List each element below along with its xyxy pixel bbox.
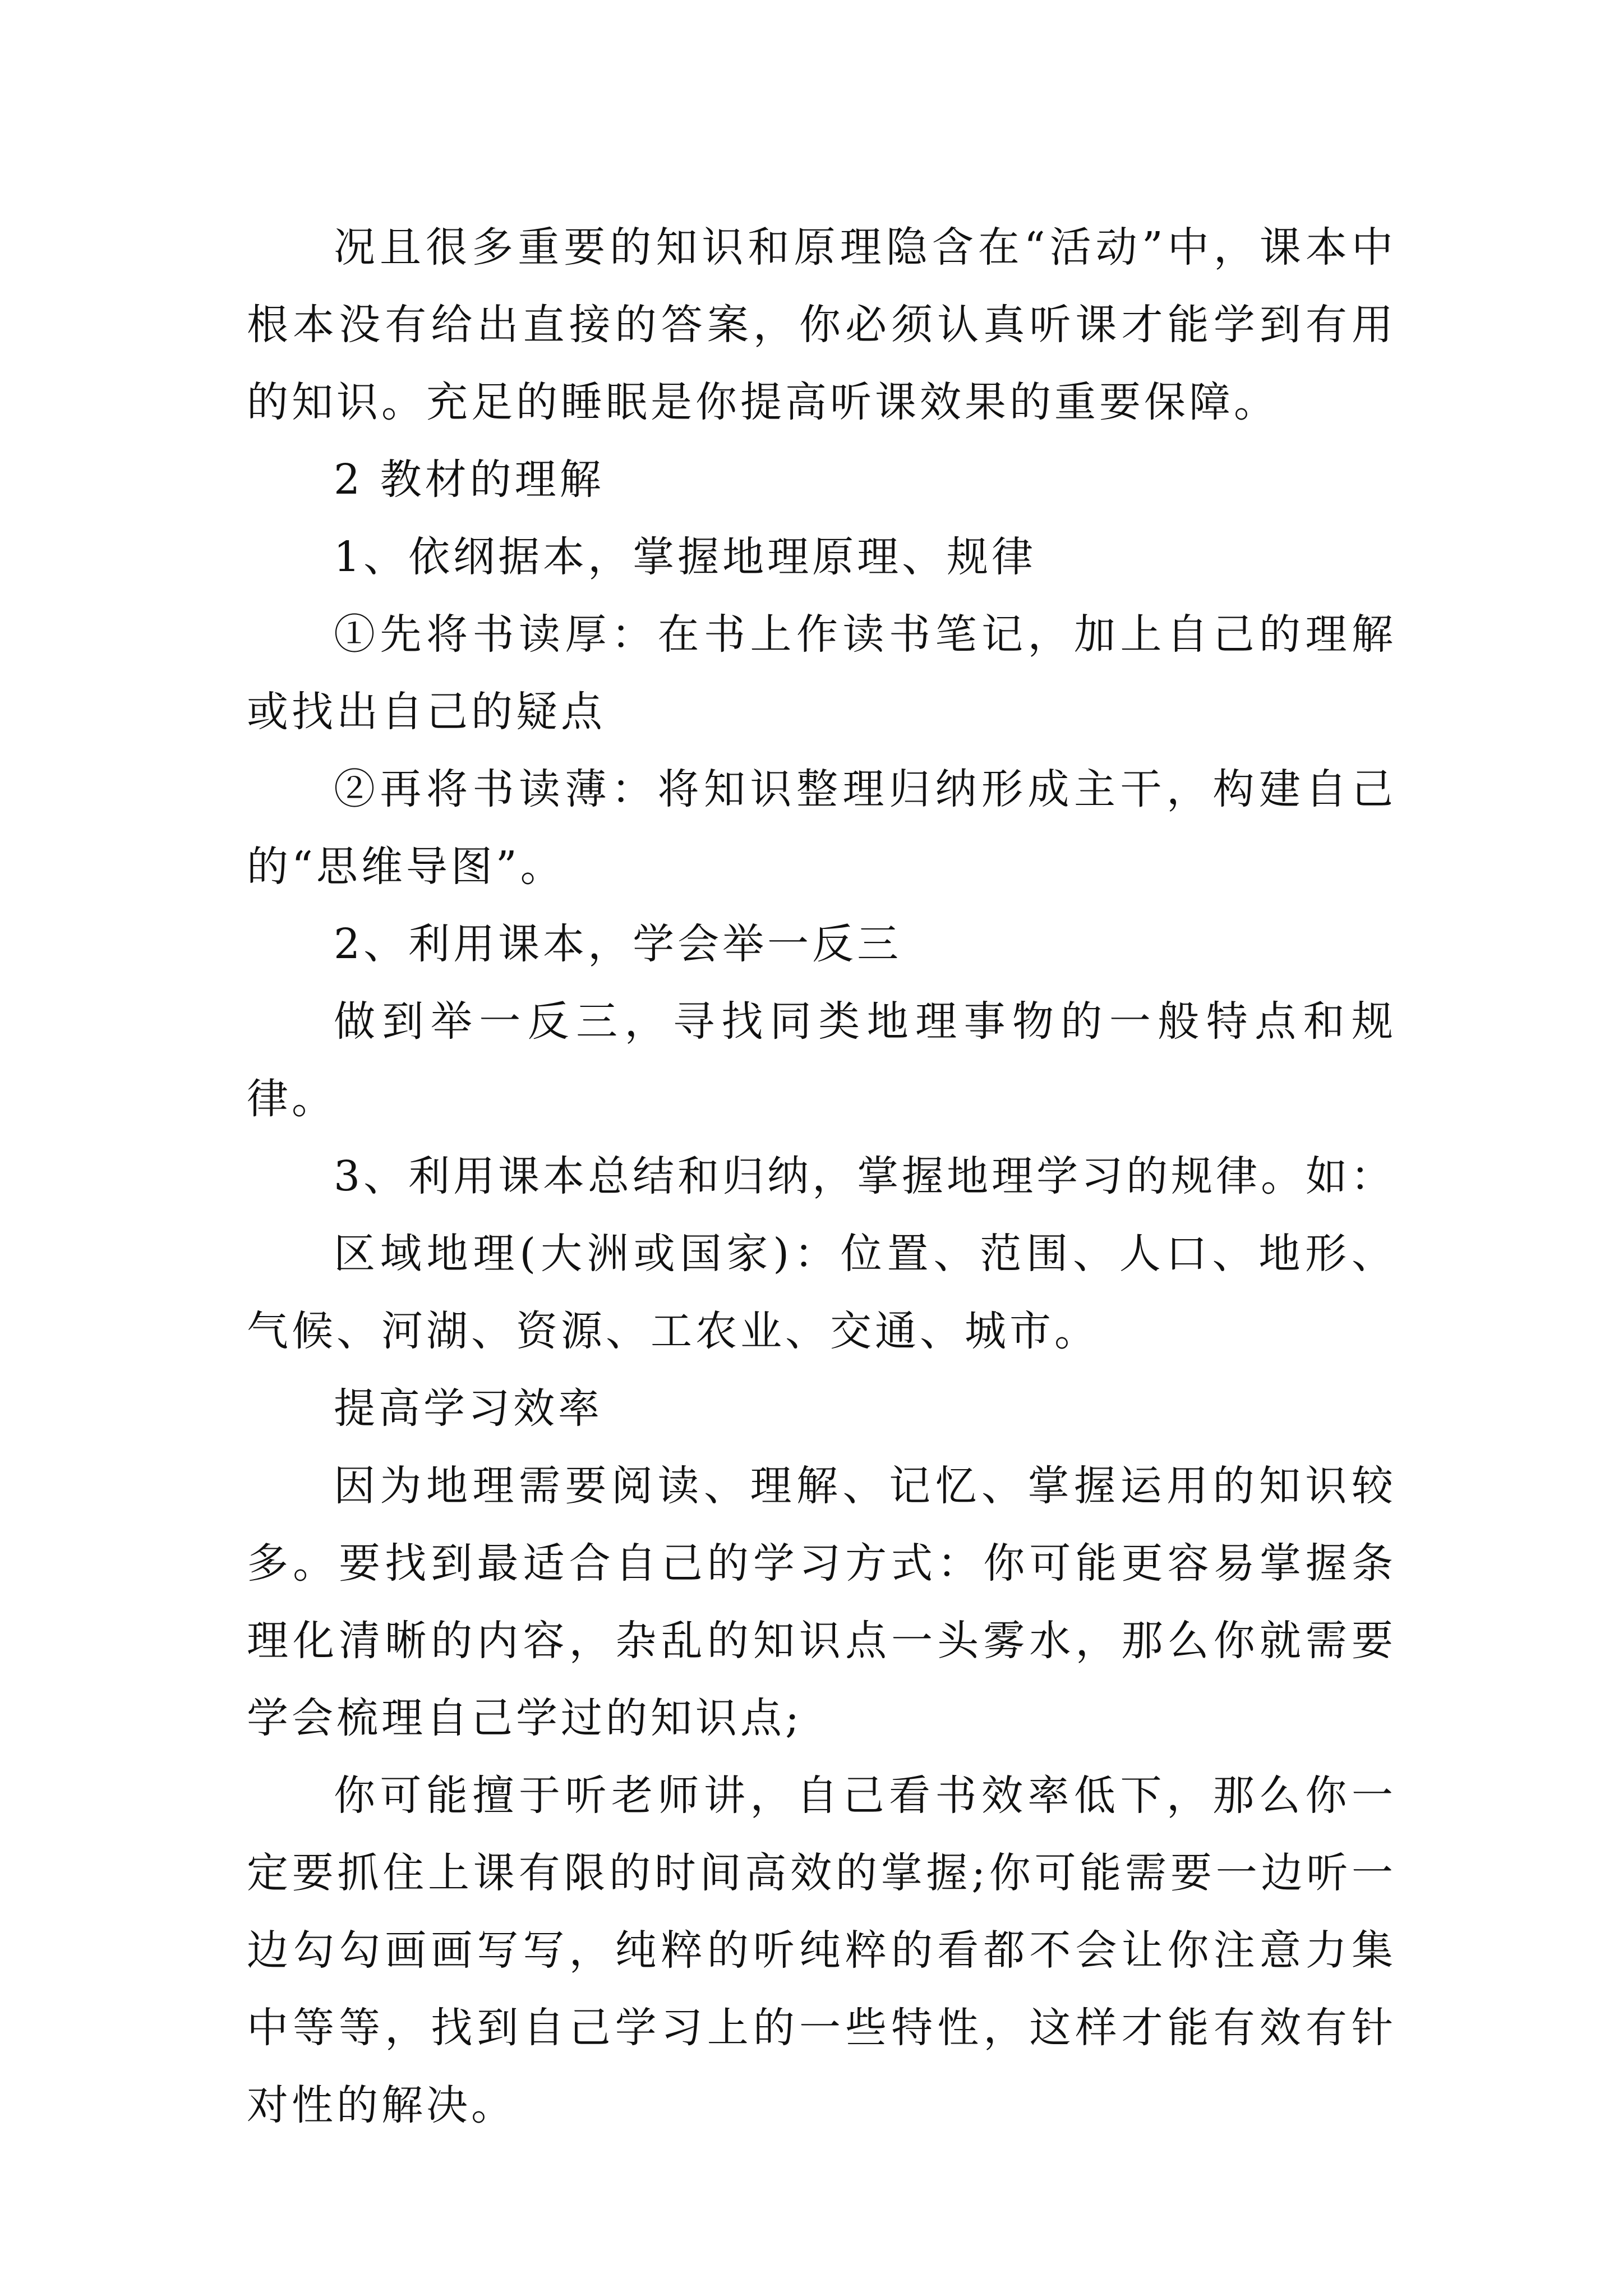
subsection-heading: 1、依纲据本，掌握地理原理、规律 xyxy=(334,533,1037,581)
section-heading: 提高学习效率 xyxy=(334,1384,603,1433)
paragraph: ①先将书读厚：在书上作读书笔记，加上自己的理解或找出自己的疑点 xyxy=(247,610,1396,736)
paragraph: 你可能擅于听老师讲，自己看书效率低下，那么你一定要抓住上课有限的时间高效的掌握;你可能需要一边听一边勾勾画画写写，纯粹的听纯粹的看都不会让你注意力集中等等，找到自己学习上的一些特性，这样才能有效有针对性的解决。 xyxy=(247,1772,1396,2129)
document-body xyxy=(247,209,1396,2144)
paragraph: 区域地理(大洲或国家)：位置、范围、人口、地形、气候、河湖、资源、工农业、交通、城市。 xyxy=(247,1230,1396,1355)
paragraph: 因为地理需要阅读、理解、记忆、掌握运用的知识较多。要找到最适合自己的学习方式：你可能更容易掌握条理化清晰的内容，杂乱的知识点一头雾水，那么你就需要学会梳理自己学过的知识点; xyxy=(247,1462,1396,1742)
subsection-heading: 2、利用课本，学会举一反三 xyxy=(334,920,902,968)
paragraph: ②再将书读薄：将知识整理归纳形成主干，构建自己的“思维导图”。 xyxy=(247,765,1396,891)
section-heading: 2 教材的理解 xyxy=(334,455,605,504)
subsection-heading: 3、利用课本总结和归纳，掌握地理学习的规律。如： xyxy=(334,1152,1396,1200)
paragraph: 况且很多重要的知识和原理隐含在“活动”中，课本中根本没有给出直接的答案，你必须认真听课才能学到有用的知识。充足的睡眠是你提高听课效果的重要保障。 xyxy=(247,223,1396,426)
paragraph: 做到举一反三，寻找同类地理事物的一般特点和规律。 xyxy=(247,997,1396,1123)
